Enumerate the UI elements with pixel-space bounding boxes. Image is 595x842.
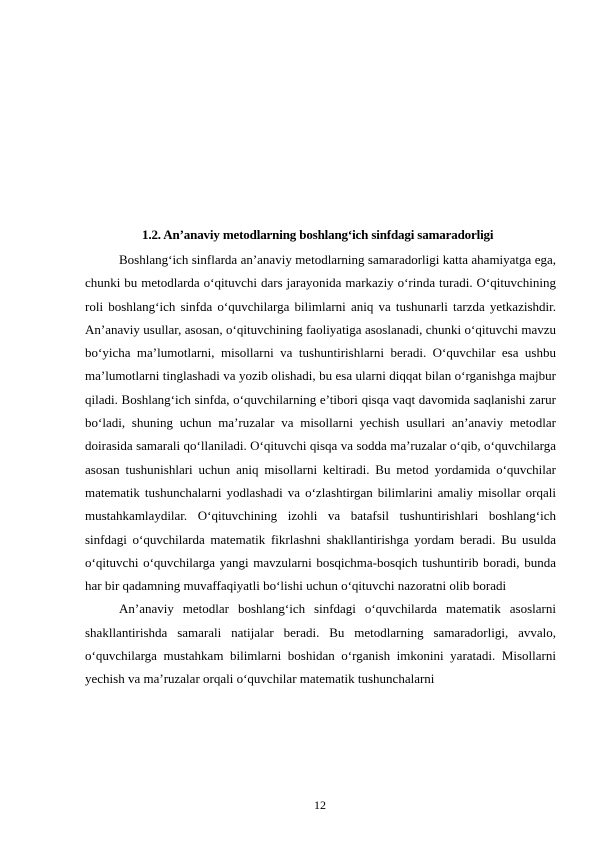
paragraph-2: An’anaviy metodlar boshlang‘ich sinfdagi o‘quvchilarda matematik asoslarni shakllantirishda samarali natijalar beradi. Bu metodlarning samaradorligi, avvalo, o‘quvchilarga mustahkam bilimlarni boshidan o‘rganish imkonini yaratadi. Misollarni yechish va ma’ruzalar orqali o‘quvchilar matematik tushunchalarni [85,601,556,687]
body-text [85,248,556,691]
section-heading: 1.2. An’anaviy metodlarning boshlang‘ich sinfdagi samaradorligi [142,227,494,242]
page-number: 12 [314,798,326,812]
paragraph-1: Boshlang‘ich sinflarda an’anaviy metodlarning samaradorligi katta ahamiyatga ega, chunki bu metodlarda o‘qituvchi dars jarayonida markaziy o‘rinda turadi. O‘qituvchining roli boshlang‘ich sinfda o‘quvchilarga bilimlarni aniq va tushunarli tarzda yetkazishdir. An’anaviy usullar, asosan, o‘qituvchining faoliyatiga asoslanadi, chunki o‘qituvchi mavzu bo‘yicha ma’lumotlarni, misollarni va tushuntirishlarni beradi. O‘quvchilar esa ushbu ma’lumotlarni tinglashadi va yozib olishadi, bu esa ularni diqqat bilan o‘rganishga majbur qiladi. Boshlang‘ich sinfda, o‘quvchilarning e’tibori qisqa vaqt davomida saqlanishi zarur bo‘ladi, shuning uchun ma’ruzalar va misollarni yechish usullari an’anaviy metodlar doirasida samarali qo‘llaniladi. O‘qituvchi qisqa va sodda ma’ruzalar o‘qib, o‘quvchilarga asosan tushunishlari uchun aniq misollarni keltiradi. Bu metod yordamida o‘quvchilar matematik tushunchalarni yodlashadi va o‘zlashtirgan bilimlarini amaliy misollar orqali mustahkamlaydilar. O‘qituvchining izohli va batafsil tushuntirishlari boshlang‘ich sinfdagi o‘quvchilarda matematik fikrlashni shakllantirishga yordam beradi. Bu usulda o‘qituvchi o‘quvchilarga yangi mavzularni bosqichma-bosqich tushuntirib boradi, bunda har bir qadamning muvaffaqiyatli bo‘lishi uchun o‘qituvchi nazoratni olib boradi [85,252,556,594]
